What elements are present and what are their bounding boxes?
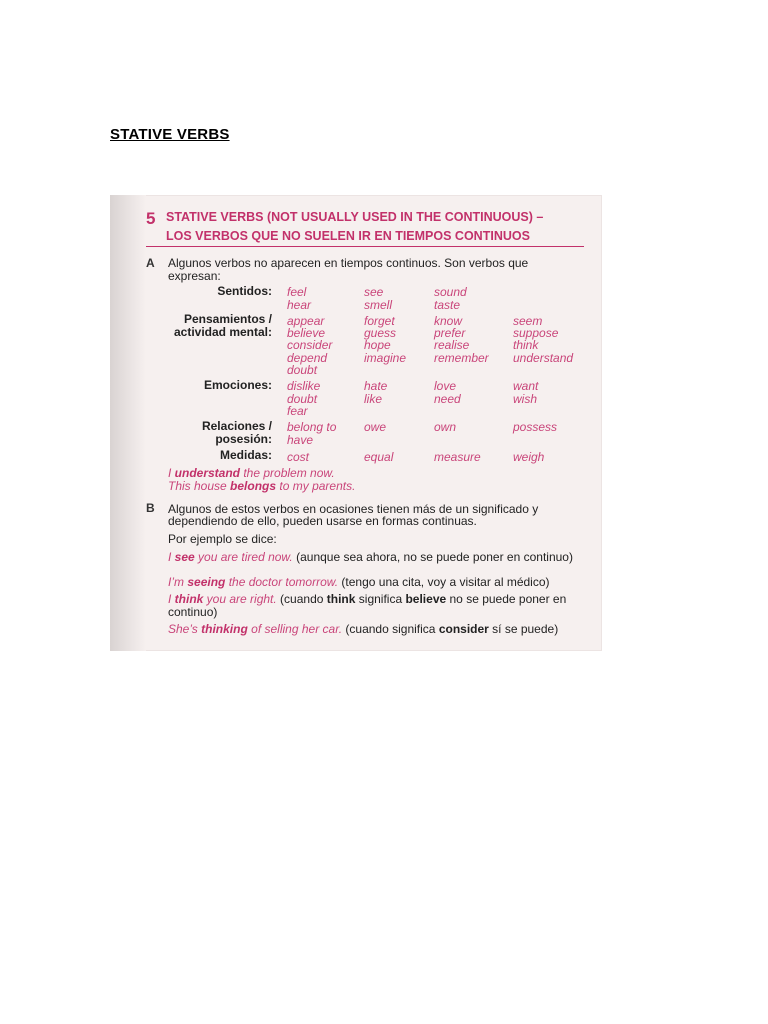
verb: realise	[434, 338, 470, 352]
verb: forget	[364, 314, 395, 328]
textbook-scan	[110, 195, 602, 651]
verb: imagine	[364, 351, 407, 365]
verb: suppose	[513, 326, 559, 340]
intro-a-line-1: Algunos verbos no aparecen en tiempos continuos. Son verbos que	[168, 256, 529, 270]
verb: equal	[364, 450, 394, 464]
intro-a-line-2: expresan:	[168, 269, 221, 283]
verb: see	[364, 285, 384, 299]
verb: sound	[434, 285, 467, 299]
page-title: STATIVE VERBS	[110, 126, 230, 143]
section-a-marker: A	[146, 256, 155, 270]
section-b-marker: B	[146, 501, 155, 515]
category-label: Sentidos:	[217, 284, 272, 298]
verb: hear	[287, 298, 312, 312]
verb: guess	[364, 326, 397, 340]
verb: feel	[287, 285, 307, 299]
verb: owe	[364, 420, 387, 434]
verb: fear	[287, 404, 308, 418]
verb: hate	[364, 379, 388, 393]
category-label: Medidas:	[219, 448, 272, 462]
verb: possess	[513, 420, 558, 434]
heading-line-2: LOS VERBOS QUE NO SUELEN IR EN TIEMPOS CONTINUOS	[166, 229, 530, 243]
verb: hope	[364, 338, 391, 352]
verb: need	[434, 392, 461, 406]
verb: doubt	[287, 363, 318, 377]
verb: understand	[513, 351, 574, 365]
verb: prefer	[434, 326, 466, 340]
verb: doubt	[287, 392, 318, 406]
example-b-4: She’s thinking of selling her car. (cuando significa consider sí se puede)	[168, 622, 559, 636]
verb: like	[364, 392, 383, 406]
verb: appear	[287, 314, 325, 328]
example-b-3: I think you are right. (cuando think significa believe no se puede poner en continuo)	[168, 592, 567, 619]
por-ejemplo: Por ejemplo se dice:	[168, 532, 277, 546]
example-a-1: I understand the problem now.	[168, 466, 335, 480]
heading-line-1: STATIVE VERBS (NOT USUALLY USED IN THE CONTINUOUS) –	[166, 210, 544, 224]
category-label: Emociones:	[203, 378, 272, 392]
verb: belong to	[287, 420, 337, 434]
verb: know	[434, 314, 463, 328]
verb: dislike	[287, 379, 321, 393]
category-label: Pensamientos /	[183, 312, 272, 326]
verb: seem	[513, 314, 543, 328]
verb: think	[513, 338, 539, 352]
verb: smell	[364, 298, 393, 312]
heading-divider	[146, 246, 584, 247]
intro-b-line-1: Algunos de estos verbos en ocasiones tienen más de un significado y	[168, 502, 539, 516]
example-b-1: I see you are tired now. (aunque sea ahora, no se puede poner en continuo)	[168, 550, 573, 564]
category-label: actividad mental:	[173, 325, 272, 339]
verb: consider	[287, 338, 333, 352]
verb: measure	[434, 450, 481, 464]
verb: wish	[513, 392, 538, 406]
verb: have	[287, 433, 314, 447]
section-number: 5	[146, 209, 156, 228]
example-b-2: I’m seeing the doctor tomorrow. (tengo una cita, voy a visitar al médico)	[168, 575, 550, 589]
example-a-2: This house belongs to my parents.	[168, 479, 356, 493]
verb: weigh	[513, 450, 545, 464]
verb: depend	[287, 351, 328, 365]
verb: taste	[434, 298, 461, 312]
verb: believe	[287, 326, 326, 340]
verb: remember	[434, 351, 489, 365]
category-label: Relaciones /	[201, 419, 272, 433]
verb: want	[513, 379, 539, 393]
intro-b-line-2: dependiendo de ello, pueden usarse en formas continuas.	[168, 514, 477, 528]
verb: own	[434, 420, 457, 434]
category-label: posesión:	[215, 432, 272, 446]
verb: love	[434, 379, 457, 393]
verb: cost	[287, 450, 310, 464]
